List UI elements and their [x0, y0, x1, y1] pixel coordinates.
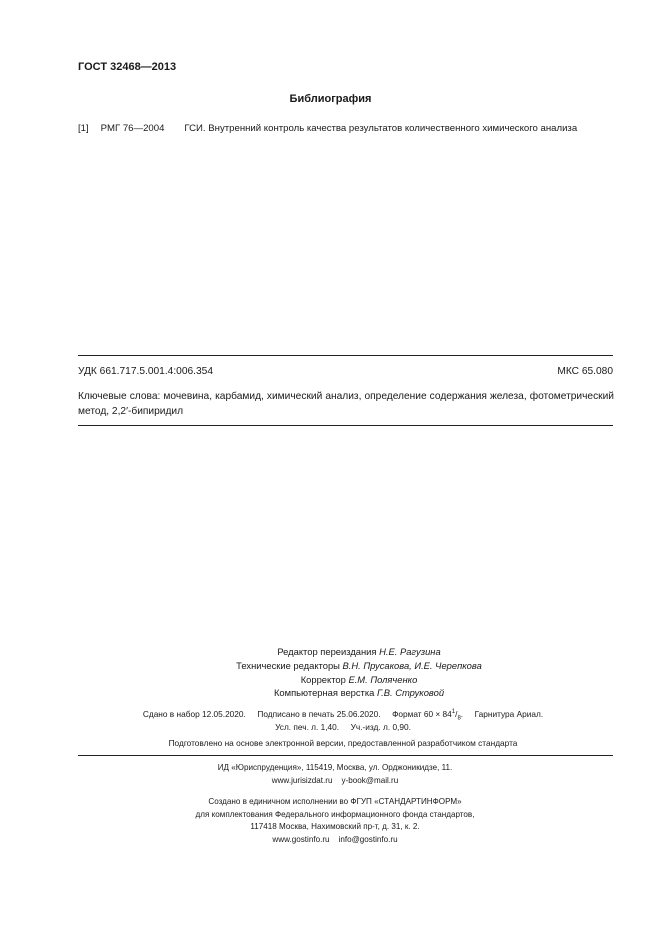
publisher-contacts	[120, 775, 550, 788]
keywords-label: Ключевые слова:	[78, 391, 161, 402]
bibliography-title: Библиография	[289, 93, 372, 105]
signed-date: Подписано в печать 25.06.2020.	[257, 709, 381, 719]
standard-number: ГОСТ 32468—2013	[78, 61, 177, 73]
producer-address: 117418 Москва, Нахимовский пр-т, д. 31, к. 2.	[250, 822, 420, 832]
credit-tech-editors	[150, 659, 568, 673]
format-numerator: 1	[451, 709, 456, 716]
format-prefix: Формат 60 × 84	[392, 709, 452, 719]
producer-site-link[interactable]: www.gostinfo.ru	[272, 834, 330, 844]
credit-proofreader	[150, 673, 568, 687]
credit-name: Н.Е. Рагузина	[379, 646, 441, 657]
producer-contacts	[120, 834, 550, 847]
credit-role: Технические редакторы	[236, 659, 340, 671]
credits-block	[150, 645, 568, 700]
producer-block	[120, 796, 550, 846]
print-sheets: Усл. печ. л. 1,40.	[275, 722, 340, 732]
publisher-address: ИД «Юриспруденция», 115419, Москва, ул. Орджоникидзе, 11.	[217, 763, 453, 772]
credit-name: В.Н. Прусакова, И.Е. Черепкова	[342, 659, 482, 671]
publisher-block	[120, 762, 550, 787]
submitted-date: Сдано в набор 12.05.2020.	[142, 709, 246, 719]
credit-name: Е.М. Поляченко	[348, 673, 418, 685]
publisher-email-link[interactable]: y-book@mail.ru	[341, 775, 399, 785]
pub-sheets: Уч.-изд. л. 0,90.	[350, 722, 411, 732]
producer-line-1: Создано в единичном исполнении во ФГУП «СТАНДАРТИНФОРМ»	[208, 797, 462, 806]
producer-email-link[interactable]: info@gostinfo.ru	[338, 834, 398, 844]
publisher-site-link[interactable]: www.jurisizdat.ru	[271, 775, 333, 785]
mks-code: МКС 65.080	[557, 366, 613, 377]
entry-number: [1]	[78, 123, 89, 134]
credit-layout	[150, 686, 568, 700]
udk-code: УДК 661.717.5.001.4:006.354	[78, 366, 213, 377]
credit-role: Корректор	[300, 673, 346, 685]
prepared-note: Подготовлено на основе электронной версии, предоставленной разработчиком стандарта	[168, 738, 518, 748]
producer-line-2: для комплектования Федерального информационного фонда стандартов,	[195, 809, 475, 819]
imprint-line-2	[108, 722, 578, 732]
credit-editor	[150, 645, 568, 659]
typeface: Гарнитура Ариал.	[474, 709, 544, 719]
bibliography-entry	[78, 123, 577, 134]
keywords-block	[78, 389, 614, 419]
imprint-divider	[78, 755, 613, 756]
entry-code: РМГ 76—2004	[100, 123, 165, 134]
keywords-text: мочевина, карбамид, химический анализ, определение содержания железа, фотометрический метод, 2,2′-бипиридил	[78, 391, 614, 417]
format-suffix: .	[460, 709, 464, 719]
credit-role: Редактор переиздания	[277, 646, 377, 657]
bottom-divider	[78, 425, 613, 426]
top-divider	[78, 355, 613, 356]
imprint-line-1	[108, 709, 578, 722]
entry-title: ГСИ. Внутренний контроль качества результатов количественного химического анализа	[184, 123, 578, 134]
format-denominator: 8	[457, 715, 461, 722]
credit-name: Г.В. Струковой	[376, 687, 445, 699]
credit-role: Компьютерная верстка	[273, 687, 375, 699]
paper-format: Формат $60 \times 84^1/_8$.	[392, 709, 464, 722]
